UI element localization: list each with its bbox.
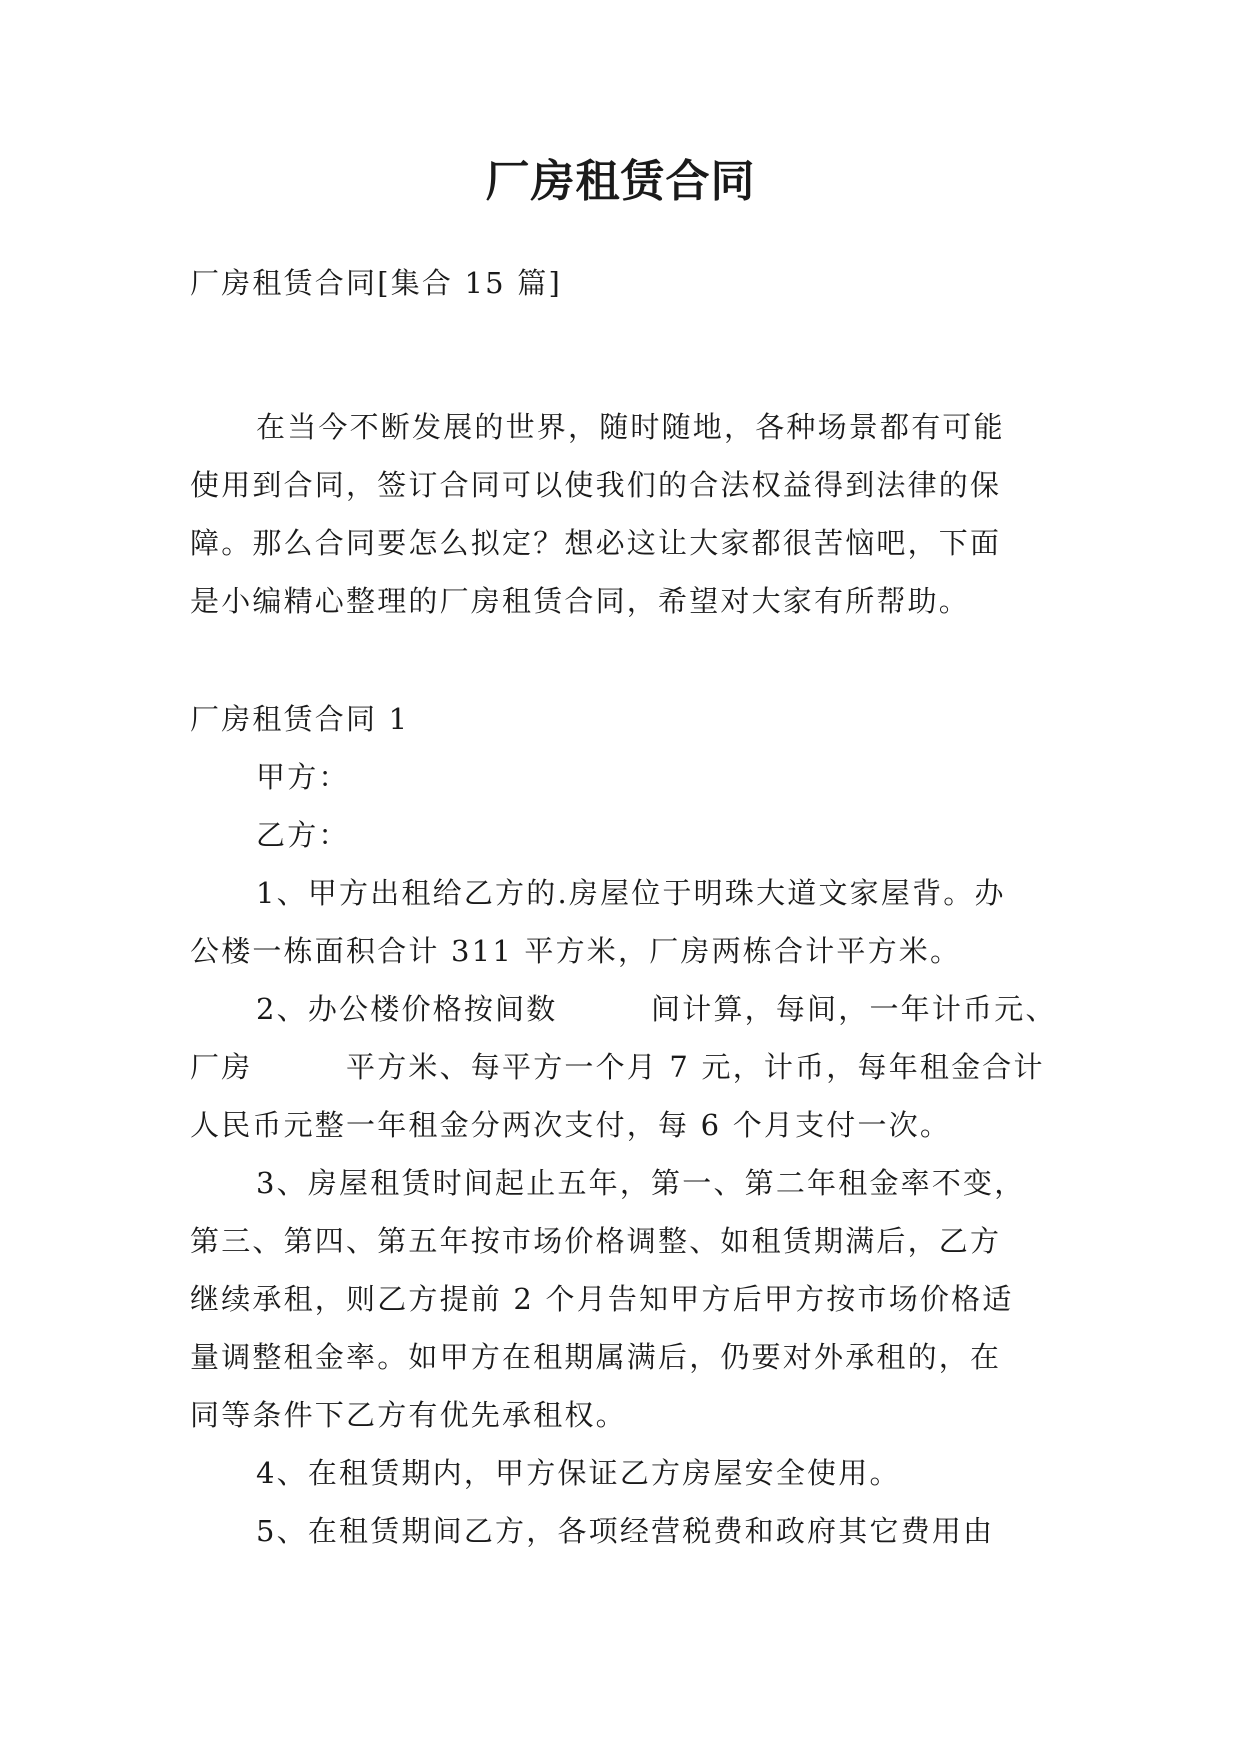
party-a-label: 甲方： (256, 760, 350, 794)
intro-line: 在当今不断发展的世界，随时随地，各种场景都有可能 (256, 410, 1005, 444)
clause-line: 4、在租赁期内，甲方保证乙方房屋安全使用。 (256, 1456, 901, 1490)
intro-line: 障。那么合同要怎么拟定？想必这让大家都很苦恼吧，下面 (190, 526, 1002, 560)
intro-line: 使用到合同，签订合同可以使我们的合法权益得到法律的保 (190, 468, 1002, 502)
contract-section (190, 690, 1056, 1560)
clause-line: 2、办公楼价格按间数 间计算，每间，一年计币元、 (256, 992, 1057, 1026)
party-b-label: 乙方： (256, 818, 350, 852)
clause-line: 厂房 平方米、每平方一个月 7 元，计币，每年租金合计 (190, 1050, 1045, 1084)
clause-line: 量调整租金率。如甲方在租期属满后，仍要对外承租的，在 (190, 1340, 1002, 1374)
clause-line: 1、甲方出租给乙方的.房屋位于明珠大道文家屋背。办 (256, 876, 1006, 910)
clause-line: 同等条件下乙方有优先承租权。 (190, 1398, 627, 1432)
clause-line: 公楼一栋面积合计 311 平方米，厂房两栋合计平方米。 (190, 934, 962, 968)
document-subtitle-block (190, 254, 1056, 312)
section-heading: 厂房租赁合同 1 (190, 702, 410, 736)
intro-line: 是小编精心整理的厂房租赁合同，希望对大家有所帮助。 (190, 584, 971, 618)
clause-line: 第三、第四、第五年按市场价格调整、如租赁期满后，乙方 (190, 1224, 1002, 1258)
clause-line: 5、在租赁期间乙方，各项经营税费和政府其它费用由 (256, 1514, 995, 1548)
clause-line: 人民币元整一年租金分两次支付，每 6 个月支付一次。 (190, 1108, 952, 1142)
clause-line: 3、房屋租赁时间起止五年，第一、第二年租金率不变， (256, 1166, 1026, 1200)
intro-paragraph (190, 398, 1056, 630)
clause-line: 继续承租，则乙方提前 2 个月告知甲方后甲方按市场价格适 (190, 1282, 1014, 1316)
document-title: 厂房租赁合同 (485, 156, 756, 207)
document-subtitle: 厂房租赁合同[集合 15 篇] (190, 266, 562, 300)
